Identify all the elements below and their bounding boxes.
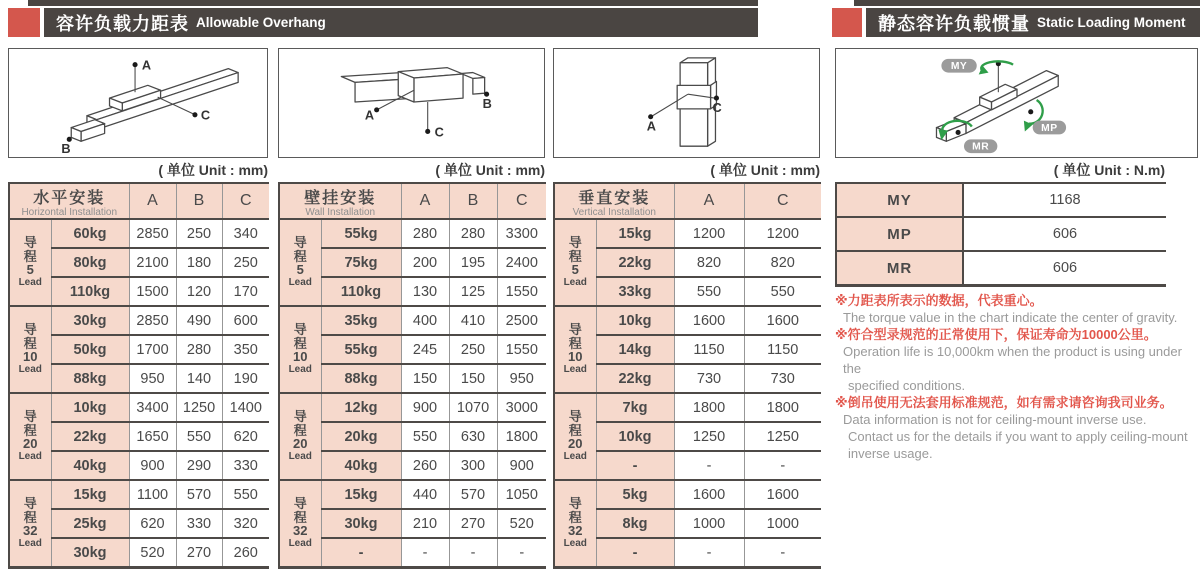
load-cell: 55kg [321,219,401,248]
table-row [279,306,546,335]
value-cell: 900 [401,393,449,422]
value-cell: 550 [222,480,269,509]
point-c-label: C [434,124,444,140]
table-title [279,183,401,219]
header-accent-square-left [8,8,40,37]
load-cell: 40kg [51,451,129,480]
value-cell: 140 [176,364,222,393]
lead-cell-20: 导 程 20 Lead [554,393,596,480]
value-cell: 260 [222,538,269,568]
value-cell: 520 [129,538,176,568]
value-cell: 630 [449,422,497,451]
section-title-en: Static Loading Moment [1037,15,1186,30]
table-row [279,480,546,509]
value-cell: 1070 [449,393,497,422]
load-cell: 7kg [596,393,674,422]
load-cell: 30kg [51,306,129,335]
value-cell: 900 [129,451,176,480]
table-title [9,183,129,219]
column-header-B: B [176,183,222,219]
load-cell: 22kg [596,248,674,277]
value-cell: 200 [401,248,449,277]
header-row [279,183,546,219]
value-cell: 440 [401,480,449,509]
lead-cell-5: 导 程 5 Lead [9,219,51,306]
point-a-label: A [364,107,375,123]
diagram-wall-installation [278,48,545,158]
value-cell: - [744,451,821,480]
value-cell: 330 [176,509,222,538]
load-cell: 88kg [321,364,401,393]
value-cell: 1500 [129,277,176,306]
value-cell: 520 [497,509,546,538]
point-b-label: B [61,141,71,157]
table-row [279,219,546,248]
load-cell: 110kg [321,277,401,306]
point-c-label: C [712,99,722,115]
value-cell: 1600 [744,306,821,335]
note-zh: ※倒吊使用无法套用标准规范，如有需求请咨询我司业务。 [835,395,1173,410]
value-cell: 1600 [744,480,821,509]
value-cell: 550 [674,277,744,306]
my-label: MY [950,61,968,73]
note-en: inverse usage. [848,446,933,461]
table-static-loading-moment [835,182,1166,287]
value-cell: 1550 [497,335,546,364]
value-cell: 300 [449,451,497,480]
header-row [9,183,269,219]
lead-cell-10: 导 程 10 Lead [279,306,321,393]
moment-value: 1168 [963,183,1166,217]
column-header-C: C [222,183,269,219]
column-header-C: C [744,183,821,219]
lead-cell-5: 导 程 5 Lead [279,219,321,306]
load-cell: 33kg [596,277,674,306]
value-cell: 280 [401,219,449,248]
lead-cell-32: 导 程 32 Lead [279,480,321,568]
note-zh: ※符合型录规范的正常使用下，保证寿命为10000公里。 [835,327,1157,342]
value-cell: 730 [744,364,821,393]
vertical-rail-diagram-icon [554,49,819,157]
load-cell: 10kg [596,306,674,335]
mr-label: MR [972,141,990,153]
value-cell: - [449,538,497,568]
load-cell: 30kg [51,538,129,568]
value-cell: 250 [449,335,497,364]
value-cell: 250 [222,248,269,277]
value-cell: 1800 [674,393,744,422]
value-cell: 570 [176,480,222,509]
moment-row [836,183,1166,217]
value-cell: 2400 [497,248,546,277]
value-cell: - [497,538,546,568]
table-row [9,480,269,509]
value-cell: 2100 [129,248,176,277]
value-cell: 270 [176,538,222,568]
unit-label-nm: ( 单位 Unit : N.m) [1053,162,1165,178]
load-cell: 22kg [596,364,674,393]
note-zh: ※力距表所表示的数据，代表重心。 [835,293,1043,308]
value-cell: 170 [222,277,269,306]
value-cell: 620 [222,422,269,451]
load-cell: 15kg [596,219,674,248]
moment-value: 606 [963,251,1166,286]
value-cell: 3300 [497,219,546,248]
value-cell: 130 [401,277,449,306]
table-row [9,219,269,248]
diagram-vertical-installation [553,48,820,158]
moment-label-MP: MP [836,217,963,251]
point-a-label: A [646,118,656,134]
value-cell: 2850 [129,219,176,248]
value-cell: 1250 [744,422,821,451]
load-cell: 5kg [596,480,674,509]
table-row [554,480,821,509]
unit-label-mm: ( 单位 Unit : mm) [158,162,268,178]
section-header-allowable-overhang [44,8,758,37]
value-cell: 270 [449,509,497,538]
unit-label-mm: ( 单位 Unit : mm) [710,162,820,178]
table-title-en: Vertical Installation [572,206,656,218]
load-cell: 12kg [321,393,401,422]
value-cell: 1150 [674,335,744,364]
column-header-A: A [129,183,176,219]
value-cell: 150 [449,364,497,393]
value-cell: 250 [176,219,222,248]
value-cell: 550 [401,422,449,451]
note-en: Contact us for the details if you want to apply ceiling-mount [848,429,1188,444]
table-row [9,306,269,335]
value-cell: 1400 [222,393,269,422]
lead-cell-32: 导 程 32 Lead [554,480,596,568]
value-cell: 600 [222,306,269,335]
value-cell: - [401,538,449,568]
load-cell: - [596,538,674,568]
value-cell: 400 [401,306,449,335]
load-cell: 35kg [321,306,401,335]
load-cell: 22kg [51,422,129,451]
table-title-zh: 壁挂安装 [304,189,377,207]
value-cell: 1650 [129,422,176,451]
diagram-static-loading-moment [835,48,1198,158]
value-cell: 1800 [497,422,546,451]
value-cell: 120 [176,277,222,306]
lead-cell-10: 导 程 10 Lead [9,306,51,393]
value-cell: 1700 [129,335,176,364]
value-cell: 190 [222,364,269,393]
value-cell: 280 [176,335,222,364]
header-row [554,183,821,219]
load-cell: - [596,451,674,480]
table-vertical-installation [553,182,821,569]
value-cell: 1250 [674,422,744,451]
value-cell: 1000 [744,509,821,538]
value-cell: 180 [176,248,222,277]
load-cell: 50kg [51,335,129,364]
table-title [554,183,674,219]
column-header-C: C [497,183,546,219]
unit-label-mm: ( 单位 Unit : mm) [435,162,545,178]
load-cell: 25kg [51,509,129,538]
header-strip-left [28,0,758,6]
value-cell: 2500 [497,306,546,335]
value-cell: 900 [497,451,546,480]
load-cell: 75kg [321,248,401,277]
value-cell: 1600 [674,480,744,509]
load-cell: 10kg [51,393,129,422]
point-c-label: C [200,107,211,123]
value-cell: 340 [222,219,269,248]
value-cell: 280 [449,219,497,248]
value-cell: 820 [674,248,744,277]
value-cell: 260 [401,451,449,480]
section-title-en: Allowable Overhang [196,15,326,30]
section-title-zh: 容许负载力距表 [56,13,189,34]
moment-label-MR: MR [836,251,963,286]
table-row [554,219,821,248]
horizontal-rail-diagram-icon [9,49,267,157]
lead-cell-20: 导 程 20 Lead [279,393,321,480]
value-cell: 570 [449,480,497,509]
value-cell: 350 [222,335,269,364]
table-row [279,393,546,422]
value-cell: 1000 [674,509,744,538]
lead-cell-5: 导 程 5 Lead [554,219,596,306]
value-cell: 1150 [744,335,821,364]
value-cell: 950 [497,364,546,393]
value-cell: 1100 [129,480,176,509]
table-row [554,306,821,335]
value-cell: 320 [222,509,269,538]
lead-cell-32: 导 程 32 Lead [9,480,51,568]
table-wall-installation [278,182,546,569]
moment-row [836,251,1166,286]
diagram-horizontal-installation [8,48,268,158]
load-cell: 15kg [51,480,129,509]
lead-cell-20: 导 程 20 Lead [9,393,51,480]
value-cell: 410 [449,306,497,335]
value-cell: 550 [744,277,821,306]
value-cell: 490 [176,306,222,335]
notes [835,292,1197,462]
column-header-B: B [449,183,497,219]
value-cell: - [674,451,744,480]
load-cell: 80kg [51,248,129,277]
load-cell: 20kg [321,422,401,451]
table-title-zh: 垂直安装 [578,189,651,207]
lead-cell-10: 导 程 10 Lead [554,306,596,393]
load-cell: 110kg [51,277,129,306]
load-cell: 30kg [321,509,401,538]
value-cell: 1200 [674,219,744,248]
value-cell: 950 [129,364,176,393]
value-cell: 245 [401,335,449,364]
value-cell: 210 [401,509,449,538]
header-strip-right [854,0,1200,6]
column-header-A: A [674,183,744,219]
value-cell: 620 [129,509,176,538]
note-en: specified conditions. [848,378,966,393]
value-cell: 3400 [129,393,176,422]
note-en: The torque value in the chart indicate the center of gravity. [843,310,1178,325]
value-cell: 550 [176,422,222,451]
note-en: Operation life is 10,000km when the product is using under the [843,344,1182,376]
wall-rail-diagram-icon [279,49,544,157]
column-header-A: A [401,183,449,219]
moment-row [836,217,1166,251]
value-cell: 330 [222,451,269,480]
value-cell: 125 [449,277,497,306]
table-title-en: Wall Installation [305,206,376,218]
header-accent-square-right [832,8,862,37]
note-en: Data information is not for ceiling-mount inverse use. [843,412,1147,427]
value-cell: 820 [744,248,821,277]
value-cell: 1600 [674,306,744,335]
load-cell: 40kg [321,451,401,480]
load-cell: 8kg [596,509,674,538]
table-title-en: Horizontal Installation [21,206,118,218]
load-cell: 60kg [51,219,129,248]
value-cell: 2850 [129,306,176,335]
load-cell: 55kg [321,335,401,364]
table-horizontal-installation [8,182,269,569]
point-b-label: B [482,95,492,111]
load-cell: 88kg [51,364,129,393]
load-cell: - [321,538,401,568]
value-cell: 1200 [744,219,821,248]
load-cell: 10kg [596,422,674,451]
load-cell: 15kg [321,480,401,509]
value-cell: 730 [674,364,744,393]
value-cell: 1050 [497,480,546,509]
value-cell: 195 [449,248,497,277]
moment-value: 606 [963,217,1166,251]
value-cell: - [674,538,744,568]
table-row [9,393,269,422]
value-cell: 290 [176,451,222,480]
point-a-label: A [141,57,152,73]
section-header-static-loading-moment [866,8,1200,37]
value-cell: 3000 [497,393,546,422]
moment-rail-diagram-icon [836,49,1197,157]
value-cell: - [744,538,821,568]
mp-label: MP [1041,122,1058,134]
section-title-zh: 静态容许负载惯量 [878,13,1030,34]
value-cell: 1550 [497,277,546,306]
table-row [554,393,821,422]
value-cell: 1800 [744,393,821,422]
moment-label-MY: MY [836,183,963,217]
table-title-zh: 水平安装 [33,189,106,207]
value-cell: 1250 [176,393,222,422]
value-cell: 150 [401,364,449,393]
load-cell: 14kg [596,335,674,364]
